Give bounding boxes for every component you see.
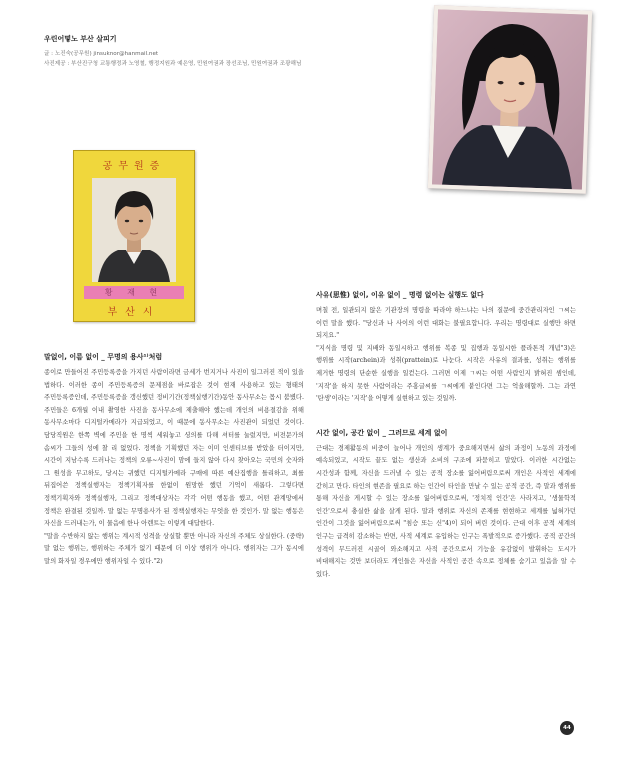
photo-credit-line: 사진제공 : 부산진구청 교통행정과 노영철, 행정지원과 예은영, 민원여권과 장선조님, 민원여권과 조광해님 xyxy=(44,61,302,67)
section-heading: 사유(思惟) 없이, 이유 없이 _ 명령 없이는 실행도 없다 xyxy=(316,291,484,299)
id-portrait-photo xyxy=(92,178,176,282)
id-card-name: 황 재 현 xyxy=(84,286,184,299)
man-portrait-illustration xyxy=(92,178,176,282)
body-paragraph: 종이로 만들어진 주민등록증을 가지던 사람이라면 금세가 번지거나 사진이 일그러진 적이 있을 법하다. 이러한 종이 주민등록증의 문제점을 바로잡은 것이 현재 사용하고 있는 형태의 주민등록증인데, 주민등록증을 갱신했던 정비기간(정책실행기간)동안 동사무소는 몹시 붐볐다. 주민들은 6개월 이내 촬영한 사진을 동사무소에 제출해야 했는데 개인의 비용절감을 위해 동사무소마다 디지털카메라가 지급되었고, 이 때문에 동사무소는 사진관이 되었던 것이다. 담당직원은 한쪽 벽에 주민을 한 명씩 세워놓고 셩의를 다해 셔터를 눌렀지만, 비전문가의 솜씨가 그들의 성에 찰 리 없었다. 정책을 기획했던 자는 이미 인센티브를 받았을 터이지만, 시간이 지남수록 드러나는 정책의 오류~사진이 맘에 들지 않아 다시 찾아오는 국민의 숫자와 그 원성을 무고하도, 당시는 귀했던 디지털카메라 구매에 따른 예산집행을 틀리하고, 최를 뒤집어쓴 정책실행자는 정책기획자를 한없이 원망한 했던 기억이 새롭다. 그렇다면 정책기획자와 정책실행자, 그리고 정책대상자는 각각 어떤 행동을 했고, 어떤 관계망에서 정책은 완결된 것일까. 말 없는 무명용사가 된 정책실행자는 무엇을 한 것인가. 말 없는 행동은 자신을 드러내는가, 이 물음에 한나 아렌트는 이렇게 대답한다. xyxy=(44,369,304,528)
section-heading: 말없이, 이름 없이 _ 무명의 용사¹⁾처럼 xyxy=(44,353,163,361)
woman-portrait-photo xyxy=(428,5,592,193)
quote-paragraph: "말을 수반하지 않는 행위는 계시적 성격을 상실할 뿐만 아니라 자신의 주체도 상실한다. (중략) 말 없는 행위는, 행위하는 주체가 없기 때문에 더 이상 행위가 아니다. 행위자는 그가 동시에 말의 화자일 경우에만 행위자일 수 있다."2) xyxy=(44,532,304,565)
section-heading: 시간 없이, 공간 없이 _ 그러므로 세계 없이 xyxy=(316,428,448,437)
left-column xyxy=(44,352,304,569)
author-line: 글 : 노진숙(공무원) jinsuknor@hanmail.net xyxy=(44,51,159,57)
body-paragraph: 며칠 전, 일관되지 않은 기관장의 명령을 따라야 하느냐는 나의 질문에 중간관리자인 ㄱ씨는 이런 말을 했다. "당신과 나 사이의 이런 대화는 불필요합니다. 우리는 명령대로 실행만 하면 되지요." xyxy=(316,307,576,340)
right-column xyxy=(316,290,576,581)
page-number-badge: 44 xyxy=(560,721,574,735)
official-id-card-photo xyxy=(73,150,195,322)
id-card-title: 공무원증 xyxy=(102,161,166,172)
article-header xyxy=(44,34,404,69)
woman-portrait-illustration xyxy=(432,9,588,189)
body-paragraph: "지식을 명령 및 지배와 동일시하고 행위를 복종 및 집행과 동일시한 플라톤적 개념"3)은 행위를 시작(archein)과 성취(prattein)로 나눈다. 시작은 사유의 결과를, 성취는 행위를 제거한 명령의 단순한 실행을 일컫는다. 그러면 이제 ㄱ씨는 어떤 사람인지 밝혀진 셈인데, '지작'을 하지 못한 사람이라는 주홍글씨를 ㄱ씨에게 붙인다면 그는 억울해할까. 그는 과연 '탄생'이라는 '지작'을 어떻게 실현하고 있는 것일까. xyxy=(316,344,576,403)
article-title: 우린어떻노 부산 살피기 xyxy=(44,35,117,43)
body-paragraph: 근대는 경제활동의 비중이 늘어나 개인의 생계가 중요해지면서 삶의 과정이 노동의 과정에 예속되었고, 시작도 끝도 없는 생산과 소비의 구조에 파묻히고 말았다. 이러한 시간없는 시간성과 함께, 자신을 드러낼 수 있는 공적 장소를 잃어버림으로써 개인은 사적인 세계에 갇히고 만다. 타인의 현존을 필요로 하는 인간이 타인을 만날 수 있는 공적 공간, 즉 말과 행위를 통해 자신을 게시할 수 있는 장소를 잃어버림으로써, '정치적 인간'은 사라지고, '생물학적 인간'으로서 충실한 삶을 살게 된다. 말과 행위로 자신의 존재를 현현하고 세계를 넓혀가던 인간이 그것을 잃어버림으로써 "침승 또는 신"4)이 되어 버린 것이다. 근대 이후 공적 세계의 인구는 급격히 감소하는 반면, 사적 세계로 유입하는 인구는 폭발적으로 증가했다. 공적 공간의 성격이 무드러진 시골이 와소해지고 사적 공간으로서 기능을 유감없이 발휘하는 도시가 비대해지는 것만 보더라도 개인들은 자신을 사적인 공간 속으로 정체를 숨기고 있음을 알 수 있다. xyxy=(316,444,576,578)
id-card-place: 부산시 xyxy=(107,307,161,318)
